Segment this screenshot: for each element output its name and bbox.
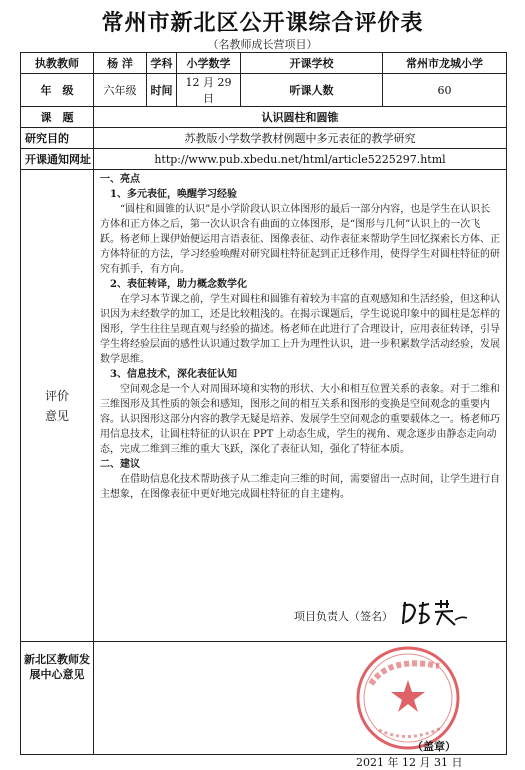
url-label: 开课通知网址 <box>21 149 94 170</box>
purpose-label: 研究目的 <box>21 128 94 149</box>
time-label: 时间 <box>147 74 177 107</box>
page-subtitle: （名教师成长营项目） <box>207 38 318 51</box>
topic-row <box>21 107 507 128</box>
point1-text: “圆柱和圆锥的认识”是小学阶段认识立体图形的最后一部分内容，也是学生在认识长方体和正方体之后，第一次认识含有曲面的立体图形，是“图形与几何”认识上的一次飞跃。杨老师上课伊始便运用言语表征、图像表征、动作表征来帮助学生回忆探索长方体、正方体特征的方法，学习经验唤醒对研究圆柱特征起到正迁移作用，使得学生对圆柱特征的研究有抓手，有方向。 <box>100 204 500 275</box>
evaluation-row <box>21 170 507 642</box>
district-label-cell <box>21 642 94 755</box>
signer-label: 项目负责人（签名） <box>294 610 393 623</box>
suggestion-text: 在借助信息化技术帮助孩子从二维走向三维的时间，需要留出一点时间，让学生进行自主想象，在图像表征中更好地完成圆柱特征的自主建构。 <box>100 474 500 500</box>
grade-value: 六年级 <box>94 74 147 107</box>
suggestion-heading: 二、建议 <box>100 459 140 470</box>
evaluation-label-cell <box>21 170 94 642</box>
subject-value: 小学数学 <box>177 53 241 74</box>
topic-value: 认识圆柱和圆锥 <box>94 107 507 128</box>
point1-heading: 1、多元表征，唤醒学习经验 <box>110 189 237 200</box>
evaluation-content <box>94 170 507 642</box>
time-value: 12 月 29 日 <box>177 74 241 107</box>
audience-value: 60 <box>383 74 507 107</box>
teacher-row <box>21 53 507 74</box>
district-content <box>94 642 507 769</box>
district-seal-stamp <box>349 644 467 752</box>
subject-label: 学科 <box>147 53 177 74</box>
teacher-label: 执教教师 <box>21 53 94 74</box>
evaluation-body <box>94 170 506 502</box>
handwritten-signature <box>399 598 469 628</box>
district-label: 新北区教师发展中心意见 <box>24 653 90 681</box>
grade-row <box>21 74 507 107</box>
point3-heading: 3、信息技术，深化表征认知 <box>110 369 237 380</box>
point2-heading: 2、表征转译，助力概念数学化 <box>110 279 247 290</box>
school-value: 常州市龙城小学 <box>383 53 507 74</box>
evaluation-label-2: 意见 <box>44 408 69 423</box>
url-value[interactable]: http://www.pub.xbedu.net/html/article5225297.html <box>94 149 507 170</box>
district-row <box>21 642 507 755</box>
purpose-value: 苏教版小学数学教材例题中多元表征的教学研究 <box>94 128 507 149</box>
point2-text: 在学习本节课之前，学生对圆柱和圆锥有着较为丰富的直观感知和生活经验，但这种认识因为未经数学的加工，还是比较粗浅的。在揭示课题后，学生说说印象中的圆柱是怎样的图形，学生往往呈现直观与经验的描述。杨老师在此进行了合理设计，应用表征转译，引导学生将经验层面的感性认识通过数学加工上升为理性认识，进一步积累数学活动经验，发展数学思维。 <box>100 294 500 365</box>
highlights-heading: 一、亮点 <box>100 174 140 185</box>
purpose-row <box>21 128 507 149</box>
topic-label: 课 题 <box>21 107 94 128</box>
school-label: 开课学校 <box>241 53 383 74</box>
point3-text: 空间观念是一个人对周围环境和实物的形状、大小和相互位置关系的表象。对于二维和三维图形及其性质的领会和感知，图形之间的相互关系和图形的变换是空间观念的重要内容。认识图形这部分内容的教学无疑是培养、发展学生空间观念的重要载体之一。杨老师巧用信息技术，让圆柱特征的认识在 PPT 上动态生成，学生的视角、观念逐步由静态走向动态，完成二维到三维的重大飞跃，深化了表征认知，强化了特征本质。 <box>100 384 500 455</box>
district-date: 2021 年 12 月 31 日 <box>356 756 463 769</box>
evaluation-table <box>20 52 507 769</box>
grade-label: 年 级 <box>21 74 94 107</box>
page-title: 常州市新北区公开课综合评价表 <box>101 11 424 36</box>
teacher-name: 杨 洋 <box>94 53 147 74</box>
seal-caption: （盖章） <box>412 740 456 753</box>
audience-label: 听课人数 <box>241 74 383 107</box>
url-row <box>21 149 507 170</box>
evaluation-label-1: 评价 <box>44 388 69 403</box>
